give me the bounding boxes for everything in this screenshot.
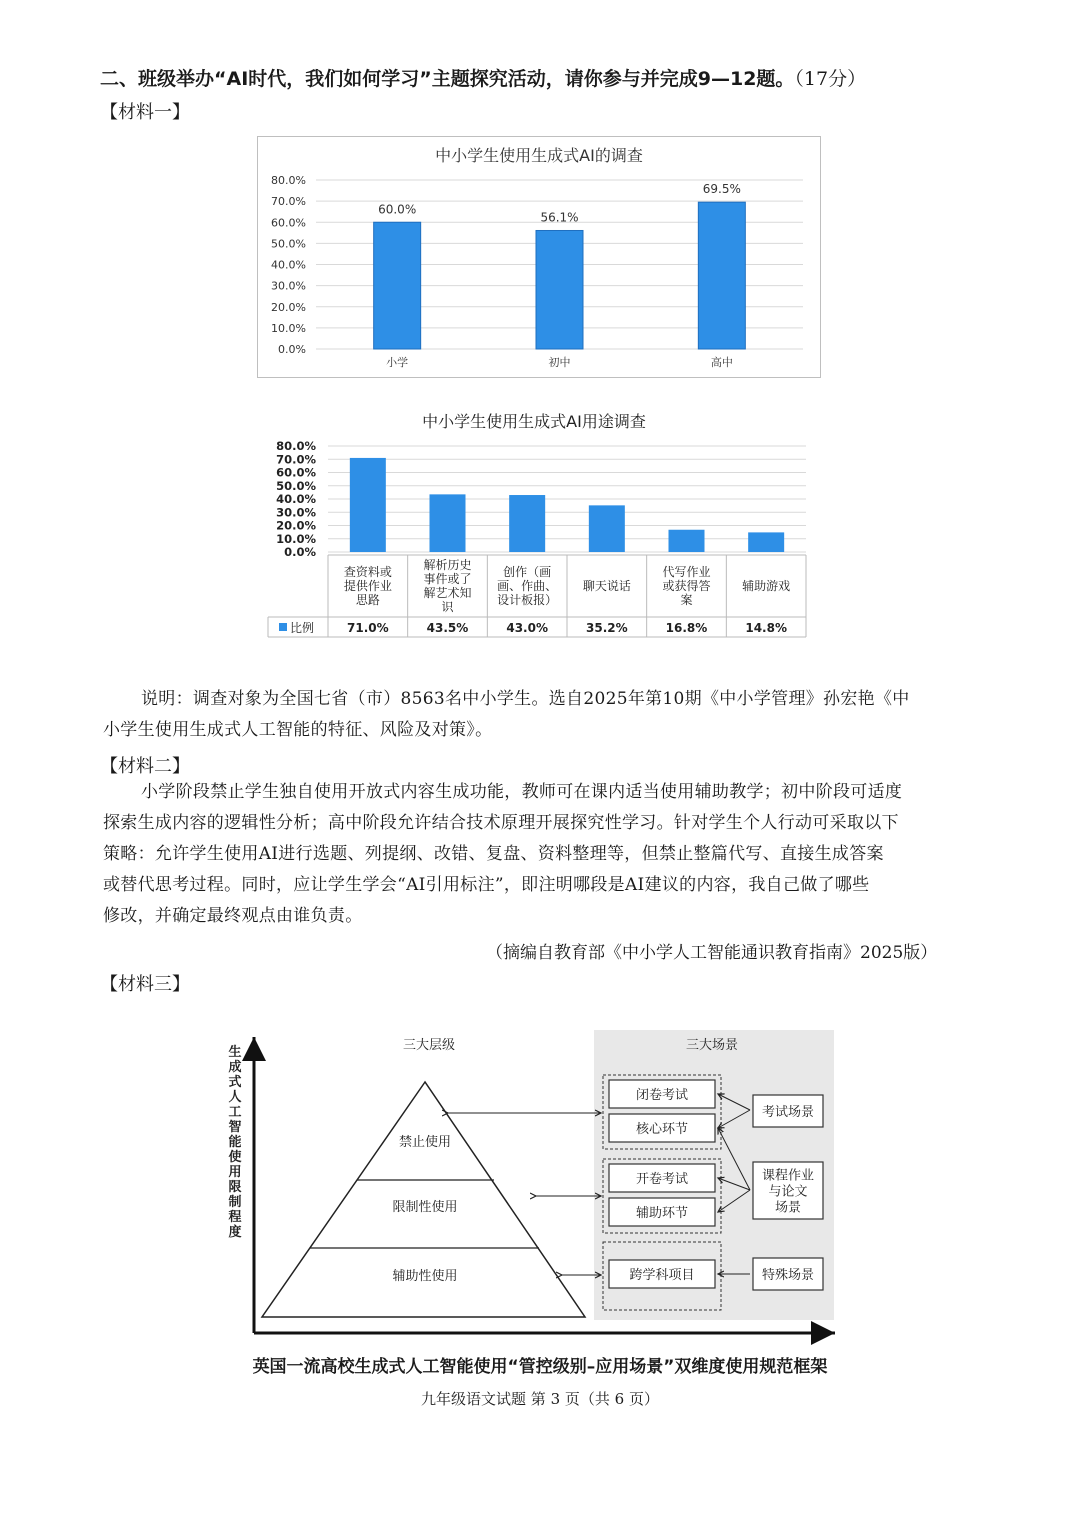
y-axis-label-char: 工	[228, 1105, 242, 1120]
material2-line-3: 策略：允许学生使用AI进行选题、列提纲、改错、复盘、资料整理等，但禁止整篇代写、直接生成答案	[103, 844, 884, 864]
chart2-value-label: 43.0%	[506, 621, 548, 635]
y-axis-label-char: 式	[228, 1075, 242, 1090]
chart2-value-label: 14.8%	[745, 621, 787, 635]
scene-item-label: 跨学科项目	[629, 1268, 695, 1283]
levels-title: 三大层级	[402, 1038, 456, 1053]
chart2-category-label: 案	[680, 593, 693, 607]
y-axis-label-char: 能	[228, 1135, 242, 1150]
material2-line-1: 小学阶段禁止学生独自使用开放式内容生成功能，教师可在课内适当使用辅助教学；初中阶段可适度	[141, 782, 903, 802]
chart2-category-label: 解艺术知	[423, 586, 472, 600]
page-footer: 九年级语文试题 第 3 页（共 6 页）	[421, 1390, 659, 1408]
chart1-category-label: 小学	[386, 356, 409, 369]
chart1-title: 中小学生使用生成式AI的调查	[435, 146, 643, 165]
chart2-value-label: 43.5%	[426, 621, 469, 635]
chart2-ytick: 20.0%	[276, 518, 316, 533]
chart2-value-label: 35.2%	[586, 621, 628, 635]
chart2-category-label: 解析历史	[423, 558, 472, 572]
section-score: （17分）	[794, 68, 867, 90]
scene-item-label: 核心环节	[635, 1122, 689, 1137]
chart2-category-label: 思路	[355, 593, 380, 607]
y-axis-label-char: 制	[228, 1195, 242, 1210]
chart2-legend-label: 比例	[290, 621, 315, 635]
chart1-ytick: 10.0%	[271, 321, 306, 335]
chart2-category-label: 辅助游戏	[742, 579, 791, 593]
y-axis-label-char: 人	[228, 1090, 242, 1105]
chart1-bar	[374, 222, 421, 349]
level-forbidden: 禁止使用	[398, 1135, 452, 1150]
chart2-category-label: 事件或了	[423, 572, 472, 586]
y-axis-label-char: 生	[228, 1045, 242, 1060]
material2-source: （摘编自教育部《中小学人工智能通识教育指南》2025版）	[486, 943, 938, 963]
scene-item-label: 开卷考试	[635, 1172, 689, 1187]
chart2-value-label: 16.8%	[665, 621, 708, 635]
chart1-ytick: 50.0%	[271, 237, 306, 251]
chart1-bar	[698, 202, 745, 349]
scene-box-label: 场景	[774, 1200, 802, 1216]
framework-diagram	[218, 1025, 848, 1345]
chart2-ytick: 80.0%	[276, 439, 316, 453]
chart2-bar	[589, 505, 625, 552]
chart1-value-label: 69.5%	[702, 182, 741, 197]
section-heading	[100, 64, 866, 91]
material2-line-5: 修改，并确定最终观点由谁负责。	[103, 906, 363, 926]
chart2-ytick: 70.0%	[276, 452, 316, 467]
chart1-frame	[257, 136, 821, 378]
chart2-ytick: 40.0%	[276, 492, 316, 506]
scenes-title: 三大场景	[685, 1038, 739, 1053]
diagram-caption: 英国一流高校生成式人工智能使用“管控级别–应用场景”双维度使用规范框架	[252, 1357, 828, 1377]
chart2-ytick: 10.0%	[276, 531, 316, 546]
chart2-category-label: 代写作业	[662, 565, 711, 579]
scene-box-label: 课程作业	[761, 1168, 815, 1184]
chart2-bar	[669, 530, 705, 552]
chart1-bar	[536, 230, 583, 349]
chart2-category-label: 聊天说话	[582, 579, 631, 593]
scene-item-label: 辅助环节	[635, 1206, 689, 1221]
chart1-category-label: 初中	[548, 356, 571, 369]
chart1-ytick: 0.0%	[278, 343, 306, 356]
y-axis-label-char: 使	[228, 1150, 242, 1165]
chart2-ytick: 0.0%	[284, 545, 316, 559]
chart2-category-label: 识	[441, 600, 454, 614]
chart2-category-label: 查资料或	[343, 565, 392, 579]
chart1-ytick: 20.0%	[271, 300, 306, 314]
y-axis-label-char: 智	[228, 1120, 242, 1135]
chart2-ytick: 30.0%	[276, 505, 316, 520]
chart2-ytick: 60.0%	[276, 465, 316, 480]
chart2-svg	[248, 407, 820, 645]
note-line-1: 说明：调查对象为全国七省（市）8563名中小学生。选自2025年第10期《中小学管理》孙宏艳《中	[141, 689, 910, 709]
scene-item-label: 闭卷考试	[635, 1088, 689, 1103]
chart2-ytick: 50.0%	[276, 478, 316, 493]
material1-label: 【材料一】	[100, 102, 190, 123]
level-assistive: 辅助性使用	[392, 1269, 458, 1284]
chart2-frame	[248, 407, 820, 645]
section-heading-text: 二、班级举办“AI时代，我们如何学习”主题探究活动，请你参与并完成9—12题。	[100, 68, 795, 90]
scene-box-label: 特殊场景	[761, 1268, 815, 1283]
material2-line-2: 探索生成内容的逻辑性分析；高中阶段允许结合技术原理开展探究性学习。针对学生个人行动可采取以下	[103, 813, 899, 833]
chart1-ytick: 40.0%	[271, 258, 306, 272]
y-axis-label-char: 程	[228, 1210, 242, 1225]
chart1-value-label: 56.1%	[540, 210, 579, 225]
y-axis-label-char: 成	[228, 1060, 242, 1075]
chart2-value-label: 71.0%	[347, 621, 389, 635]
chart2-bar	[350, 458, 386, 552]
y-axis-label-char: 限	[228, 1180, 242, 1195]
y-axis-label-char: 度	[228, 1225, 242, 1240]
chart2-category-label: 设计板报）	[497, 593, 558, 607]
chart1-ytick: 80.0%	[271, 174, 306, 187]
chart1-ytick: 70.0%	[271, 195, 306, 209]
chart1-category-label: 高中	[710, 356, 733, 369]
material2-line-4: 或替代思考过程。同时，应让学生学会“AI引用标注”，即注明哪段是AI建议的内容，我自己做了哪些	[103, 875, 870, 895]
chart1-svg	[258, 137, 820, 377]
chart2-bar	[509, 495, 545, 552]
scene-box-label: 与论文	[768, 1184, 808, 1200]
material2-label: 【材料二】	[100, 756, 190, 777]
chart2-category-label: 或获得答	[662, 579, 711, 593]
chart1-value-label: 60.0%	[378, 202, 417, 217]
chart1-ytick: 60.0%	[271, 216, 306, 230]
chart2-category-label: 创作（画	[503, 565, 552, 579]
chart2-bar	[748, 532, 784, 552]
chart1-ytick: 30.0%	[271, 279, 306, 293]
chart2-category-label: 画、作曲、	[497, 579, 558, 593]
y-axis-label	[228, 1044, 241, 1240]
scene-box-label: 考试场景	[761, 1105, 815, 1120]
chart2-category-label: 提供作业	[343, 579, 392, 593]
material3-label: 【材料三】	[100, 974, 190, 995]
chart2-title: 中小学生使用生成式AI用途调查	[422, 412, 646, 431]
level-restricted: 限制性使用	[392, 1200, 458, 1215]
y-axis-label-char: 用	[228, 1165, 242, 1180]
note-line-2: 小学生使用生成式人工智能的特征、风险及对策》。	[103, 720, 493, 740]
chart2-legend-swatch	[279, 623, 287, 631]
chart2-bar	[430, 494, 466, 552]
